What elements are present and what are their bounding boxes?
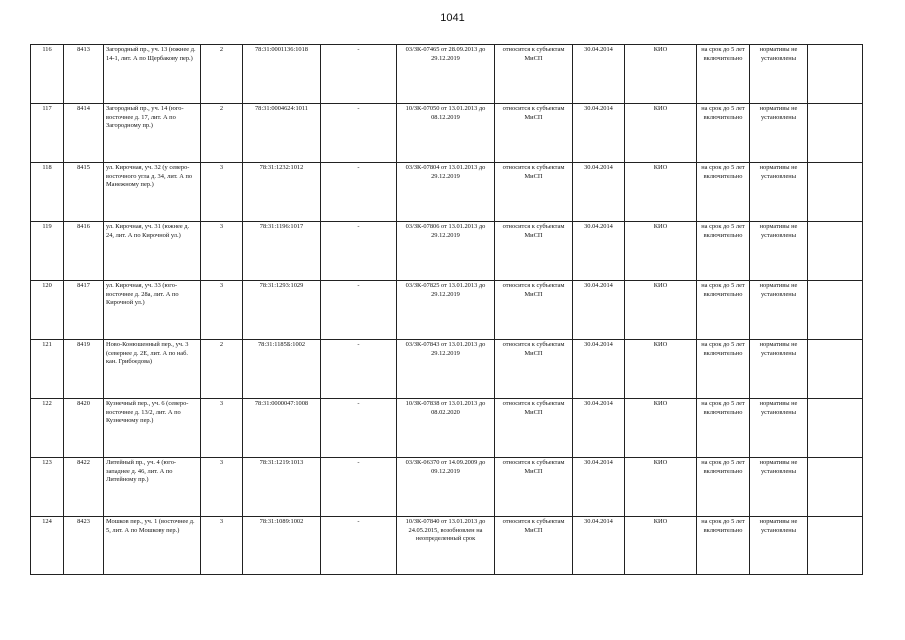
cadastral-number-cell: 78:31:1185Б:1002 [243, 340, 321, 399]
term-cell: на срок до 5 лет включительно [697, 45, 750, 104]
registry-number-cell: 8415 [64, 163, 104, 222]
status-cell: относится к субъектам МиСП [495, 163, 573, 222]
contract-document-cell: 10/ЗК-07840 от 13.01.2013 до 24.05.2015, возобновлен на неопределенный срок [397, 517, 495, 575]
page-number: 1041 [440, 12, 465, 24]
category-cell: 3 [201, 163, 243, 222]
date-cell: 30.04.2014 [573, 45, 625, 104]
address-cell: ул. Кирочная, уч. 31 (южнее д. 24, лит. А по Кирочной ул.) [104, 222, 201, 281]
dash-cell: - [321, 45, 397, 104]
empty-cell [808, 399, 863, 458]
dash-cell: - [321, 517, 397, 575]
registry-number-cell: 8419 [64, 340, 104, 399]
table-row [31, 399, 863, 458]
norms-note-cell: нормативы не установлены [750, 45, 808, 104]
norms-note-cell: нормативы не установлены [750, 458, 808, 517]
contract-document-cell: 03/ЗК-06370 от 14.09.2009 до 09.12.2019 [397, 458, 495, 517]
contract-document-cell: 03/ЗК-07843 от 13.01.2013 до 29.12.2019 [397, 340, 495, 399]
empty-cell [808, 458, 863, 517]
category-cell: 3 [201, 281, 243, 340]
registry-number-cell: 8420 [64, 399, 104, 458]
term-cell: на срок до 5 лет включительно [697, 222, 750, 281]
registry-number-cell: 8423 [64, 517, 104, 575]
address-cell: Литейный пр., уч. 4 (юго-западнее д. 46, лит. А по Литейному пр.) [104, 458, 201, 517]
category-cell: 2 [201, 104, 243, 163]
organization-cell: КИО [625, 104, 697, 163]
dash-cell: - [321, 399, 397, 458]
row-number-cell: 119 [31, 222, 64, 281]
organization-cell: КИО [625, 340, 697, 399]
cadastral-number-cell: 78:31:1232:1012 [243, 163, 321, 222]
cadastral-number-cell: 78:31:0001136:1018 [243, 45, 321, 104]
term-cell: на срок до 5 лет включительно [697, 104, 750, 163]
empty-cell [808, 517, 863, 575]
table-row [31, 222, 863, 281]
cadastral-number-cell: 78:31:0000047:1008 [243, 399, 321, 458]
row-number-cell: 118 [31, 163, 64, 222]
category-cell: 3 [201, 458, 243, 517]
registry-number-cell: 8422 [64, 458, 104, 517]
organization-cell: КИО [625, 281, 697, 340]
table-row [31, 163, 863, 222]
empty-cell [808, 104, 863, 163]
contract-document-cell: 10/ЗК-07838 от 13.01.2013 до 08.02.2020 [397, 399, 495, 458]
date-cell: 30.04.2014 [573, 222, 625, 281]
status-cell: относится к субъектам МиСП [495, 222, 573, 281]
cadastral-number-cell: 78:31:1196:1017 [243, 222, 321, 281]
dash-cell: - [321, 281, 397, 340]
status-cell: относится к субъектам МиСП [495, 399, 573, 458]
organization-cell: КИО [625, 163, 697, 222]
norms-note-cell: нормативы не установлены [750, 222, 808, 281]
contract-document-cell: 03/ЗК-07465 от 28.09.2013 до 29.12.2019 [397, 45, 495, 104]
table-row [31, 517, 863, 575]
cadastral-number-cell: 78:31:0004624:1011 [243, 104, 321, 163]
row-number-cell: 123 [31, 458, 64, 517]
address-cell: Кузнечный пер., уч. 6 (северо-восточнее д. 13/2, лит. А по Кузнечному пер.) [104, 399, 201, 458]
category-cell: 3 [201, 399, 243, 458]
norms-note-cell: нормативы не установлены [750, 163, 808, 222]
organization-cell: КИО [625, 45, 697, 104]
registry-number-cell: 8413 [64, 45, 104, 104]
date-cell: 30.04.2014 [573, 104, 625, 163]
row-number-cell: 121 [31, 340, 64, 399]
term-cell: на срок до 5 лет включительно [697, 340, 750, 399]
registry-number-cell: 8417 [64, 281, 104, 340]
row-number-cell: 120 [31, 281, 64, 340]
term-cell: на срок до 5 лет включительно [697, 281, 750, 340]
status-cell: относится к субъектам МиСП [495, 340, 573, 399]
registry-table [30, 44, 863, 575]
term-cell: на срок до 5 лет включительно [697, 517, 750, 575]
address-cell: Мошков пер., уч. 1 (восточнее д. 5, лит. А по Мошкову пер.) [104, 517, 201, 575]
norms-note-cell: нормативы не установлены [750, 340, 808, 399]
cadastral-number-cell: 78:31:1219:1013 [243, 458, 321, 517]
term-cell: на срок до 5 лет включительно [697, 163, 750, 222]
table-row [31, 281, 863, 340]
category-cell: 3 [201, 517, 243, 575]
organization-cell: КИО [625, 458, 697, 517]
dash-cell: - [321, 458, 397, 517]
norms-note-cell: нормативы не установлены [750, 281, 808, 340]
norms-note-cell: нормативы не установлены [750, 399, 808, 458]
address-cell: ул. Кирочная, уч. 32 (у северо-восточного угла д. 34, лит. А по Манежному пер.) [104, 163, 201, 222]
date-cell: 30.04.2014 [573, 517, 625, 575]
table-row [31, 104, 863, 163]
row-number-cell: 116 [31, 45, 64, 104]
cadastral-number-cell: 78:31:1293:1029 [243, 281, 321, 340]
organization-cell: КИО [625, 222, 697, 281]
contract-document-cell: 03/ЗК-07804 от 13.01.2013 до 29.12.2019 [397, 163, 495, 222]
dash-cell: - [321, 163, 397, 222]
date-cell: 30.04.2014 [573, 340, 625, 399]
row-number-cell: 124 [31, 517, 64, 575]
registry-number-cell: 8414 [64, 104, 104, 163]
contract-document-cell: 03/ЗК-07825 от 13.01.2013 до 29.12.2019 [397, 281, 495, 340]
category-cell: 3 [201, 222, 243, 281]
date-cell: 30.04.2014 [573, 399, 625, 458]
norms-note-cell: нормативы не установлены [750, 104, 808, 163]
dash-cell: - [321, 104, 397, 163]
empty-cell [808, 222, 863, 281]
address-cell: Ново-Конюшенный пер., уч. 3 (севернее д. 2Е, лит. А по наб. кан. Грибоедова) [104, 340, 201, 399]
date-cell: 30.04.2014 [573, 281, 625, 340]
dash-cell: - [321, 222, 397, 281]
category-cell: 2 [201, 340, 243, 399]
status-cell: относится к субъектам МиСП [495, 281, 573, 340]
table-row [31, 340, 863, 399]
date-cell: 30.04.2014 [573, 458, 625, 517]
row-number-cell: 117 [31, 104, 64, 163]
contract-document-cell: 03/ЗК-07806 от 13.01.2013 до 29.12.2019 [397, 222, 495, 281]
status-cell: относится к субъектам МиСП [495, 458, 573, 517]
empty-cell [808, 163, 863, 222]
organization-cell: КИО [625, 517, 697, 575]
address-cell: ул. Кирочная, уч. 33 (юго-восточнее д. 28а, лит. А по Кирочной ул.) [104, 281, 201, 340]
term-cell: на срок до 5 лет включительно [697, 399, 750, 458]
table-row [31, 458, 863, 517]
cadastral-number-cell: 78:31:1089:1002 [243, 517, 321, 575]
date-cell: 30.04.2014 [573, 163, 625, 222]
address-cell: Загородный пр., уч. 14 (юго-восточнее д. 17, лит. А по Загородному пр.) [104, 104, 201, 163]
empty-cell [808, 340, 863, 399]
registry-number-cell: 8416 [64, 222, 104, 281]
contract-document-cell: 10/ЗК-07050 от 13.01.2013 до 08.12.2019 [397, 104, 495, 163]
status-cell: относится к субъектам МиСП [495, 45, 573, 104]
empty-cell [808, 281, 863, 340]
row-number-cell: 122 [31, 399, 64, 458]
address-cell: Загородный пр., уч. 13 (южнее д. 14-1, лит. А по Щербакову пер.) [104, 45, 201, 104]
status-cell: относится к субъектам МиСП [495, 517, 573, 575]
organization-cell: КИО [625, 399, 697, 458]
category-cell: 2 [201, 45, 243, 104]
empty-cell [808, 45, 863, 104]
table-row [31, 45, 863, 104]
norms-note-cell: нормативы не установлены [750, 517, 808, 575]
status-cell: относится к субъектам МиСП [495, 104, 573, 163]
dash-cell: - [321, 340, 397, 399]
term-cell: на срок до 5 лет включительно [697, 458, 750, 517]
